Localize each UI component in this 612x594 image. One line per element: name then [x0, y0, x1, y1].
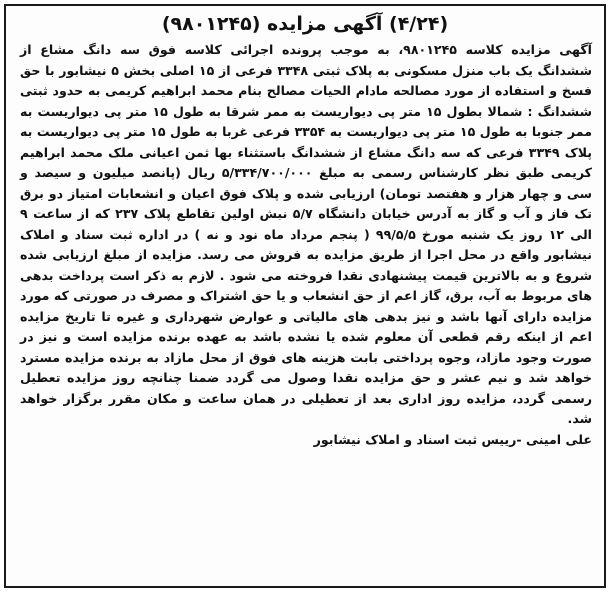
notice-body — [20, 40, 592, 430]
notice-signature: علی امینی -رییس ثبت اسناد و املاک نیشابور — [313, 431, 592, 447]
notice-body-text: آگهی مزایده کلاسه ۹۸۰۱۲۴۵، به موجب پرونده اجرائی کلاسه فوق سه دانگ مشاع از ششدانگ یک باب منزل مسکونی به پلاک ثبتی ۳۳۴۸ فرعی از ۱۵ اصلی بخش ۵ نیشابور با حق فسخ و استفاده از مورد مصالحه مادام الحیات مصالح بنام محمد ابراهیم کریمی به حدود ثبتی ششدانگ : شمالا بطول ۱۵ متر پی دیواریست به ممر شرقا به طول ۱۵ متر پی دیواریست به ممر جنوبا به طول ۱۵ متر پی دیواریست به ۳۳۵۴ فرعی غربا به طول ۱۵ متر پی دیواریست به پلاک ۳۳۴۹ فرعی که سه دانگ مشاع از ششدانگ باستثناء بها ثمن اعیانی ملک محمد ابراهیم کریمی طبق نظر کارشناس رسمی به مبلغ ۵/۳۳۴/۷۰۰/۰۰۰ ریال (پانصد میلیون و سیصد و سی و چهار هزار و هفتصد تومان) ارزیابی شده و پلاک فوق اعیان و انشعابات امتیاز دو برق تک فاز و آب و گاز به آدرس خیابان دانشگاه ۵/۷ نبش اولین تقاطع پلاک ۲۳۷ که از ساعت ۹ الی ۱۲ روز یک شنبه مورخ ۹۹/۵/۵ ( پنجم مرداد ماه نود و نه ) در اداره ثبت سناد و املاک نیشابور واقع در محل اجرا از طریق مزایده به فروش می رسد. مزایده از مبلغ ارزیابی شده شروع و به بالاترین قیمت پیشنهادی نقدا فروخته می شود . لازم به ذکر است پرداخت بدهی های مربوط به آب، برق، گاز اعم از حق انشعاب و یا حق اشتراک و مصرف در صورتی که مورد مزایده دارای آنها باشد و نیز بدهی های مالیاتی و عوارض شهرداری و غیره تا تاریخ مزایده اعم از اینکه رقم قطعی آن معلوم شده یا نشده باشد به عهده برنده مزایده است و نیز در صورت وجود مازاد، وجوه پرداختی بابت هزینه های فوق از محل مازاد به برنده مزایده مسترد خواهد شد و نیم عشر و حق مزایده نقدا وصول می گردد ضمنا چنانچه روز مزایده تعطیل رسمی گردد، مزایده روز اداری بعد از تعطیلی در همان ساعت و مکان مقرر برگزار خواهد شد. — [20, 42, 593, 426]
notice-title: (۴/۲۴) آگهی مزایده (۹۸۰۱۲۴۵) — [161, 13, 449, 35]
auction-notice — [4, 4, 606, 588]
